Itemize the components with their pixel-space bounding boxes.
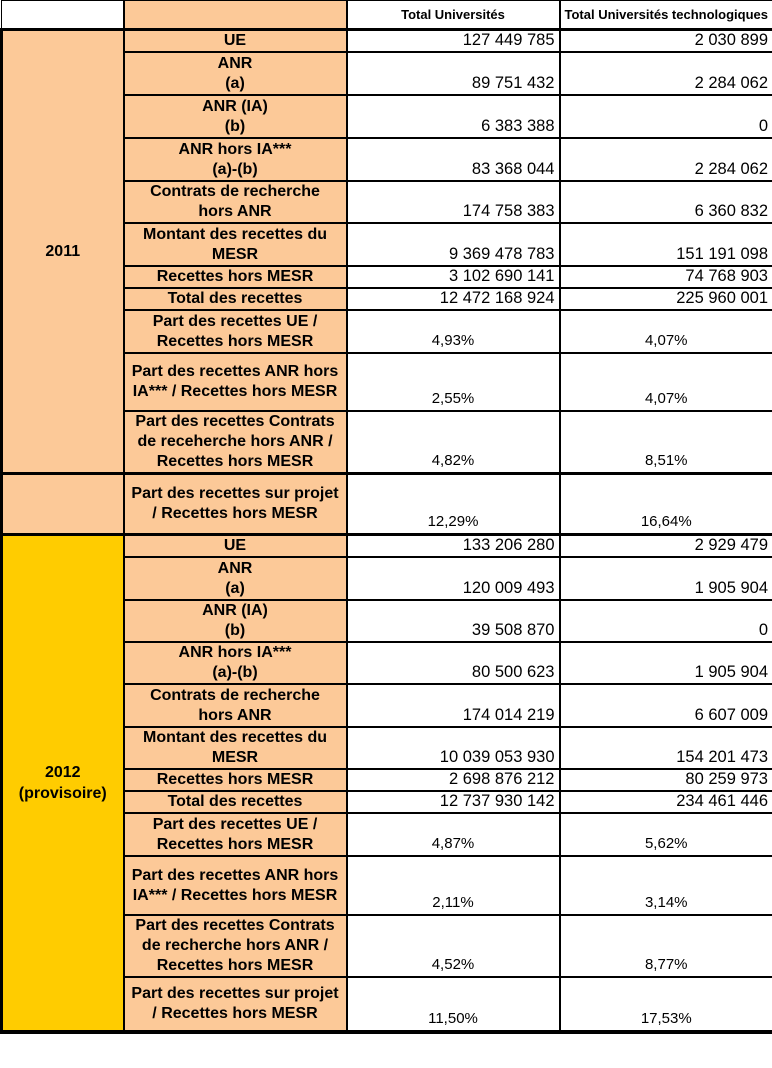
- value-cell-total-universites-technologiques: 0: [560, 600, 772, 642]
- row-label-line: Part des recettes ANR hors: [131, 363, 339, 380]
- value-cell-total-universites-technologiques: 2 284 062: [560, 52, 772, 95]
- value-cell-total-universites-technologiques: 80 259 973: [560, 769, 772, 791]
- value-cell-total-universites-technologiques: 16,64%: [560, 474, 772, 535]
- value-cell-total-universites-technologiques: 3,14%: [560, 856, 772, 915]
- row-label-line: Part des recettes ANR hors: [131, 866, 339, 884]
- row-label-cell: [124, 95, 347, 138]
- value-cell-total-universites: 2,11%: [347, 856, 560, 915]
- row-label-cell: [124, 769, 347, 791]
- value-cell-total-universites: 89 751 432: [347, 52, 560, 95]
- row-label-line: (a)-(b): [212, 160, 258, 178]
- value-cell-total-universites: 6 383 388: [347, 95, 560, 138]
- row-label-line: hors ANR: [198, 706, 272, 724]
- value-cell-total-universites: 4,87%: [347, 813, 560, 856]
- row-label-line: ANR (IA): [202, 602, 268, 619]
- value-cell-total-universites: 39 508 870: [347, 600, 560, 642]
- row-label-cell: [124, 30, 347, 53]
- row-label-line: Part des recettes sur projet: [131, 985, 339, 1002]
- value-cell-total-universites: 2 698 876 212: [347, 769, 560, 791]
- row-label-line: de receherche hors ANR /: [137, 433, 333, 450]
- row-label-cell: [124, 684, 347, 727]
- row-label-line: (a): [225, 74, 245, 92]
- value-cell-total-universites-technologiques: 5,62%: [560, 813, 772, 856]
- corner-cell: [2, 1, 124, 30]
- row-label-cell: [124, 223, 347, 266]
- value-cell-total-universites: 120 009 493: [347, 557, 560, 600]
- row-label-line: ANR hors IA***: [178, 140, 292, 158]
- value-cell-total-universites-technologiques: 1 905 904: [560, 642, 772, 684]
- row-label-line: Total des recettes: [167, 290, 303, 307]
- row-label-line: (b): [224, 622, 246, 639]
- row-label-line: ANR: [217, 54, 253, 72]
- row-label-cell: [124, 727, 347, 769]
- row-label-line: Part des recettes sur projet: [131, 485, 339, 502]
- row-label-line: Part des recettes Contrats: [135, 413, 335, 430]
- row-label-cell: [124, 856, 347, 915]
- row-label-line: ANR hors IA***: [178, 644, 292, 661]
- year-cell-2012-provisoire: [2, 535, 124, 1033]
- value-cell-total-universites-technologiques: 234 461 446: [560, 791, 772, 813]
- value-cell-total-universites: 4,52%: [347, 915, 560, 977]
- value-cell-total-universites: 4,93%: [347, 310, 560, 353]
- value-cell-total-universites: 2,55%: [347, 353, 560, 411]
- row-label-cell: [124, 977, 347, 1032]
- value-cell-total-universites: 9 369 478 783: [347, 223, 560, 266]
- row-label-cell: [124, 181, 347, 223]
- row-label-cell: [124, 642, 347, 684]
- row-label-line: Montant des recettes du: [142, 225, 328, 243]
- row-label-line: Recettes hors MESR: [156, 957, 314, 974]
- row-label-line: Part des recettes Contrats: [135, 917, 335, 934]
- value-cell-total-universites: 174 758 383: [347, 181, 560, 223]
- value-cell-total-universites-technologiques: 0: [560, 95, 772, 138]
- row-label-line: hors ANR: [198, 203, 272, 220]
- value-cell-total-universites: 133 206 280: [347, 535, 560, 558]
- year-cell-2011-sur-projet: [2, 474, 124, 535]
- row-label-line: ANR: [217, 559, 253, 577]
- value-cell-total-universites-technologiques: 6 360 832: [560, 181, 772, 223]
- row-label-line: (b): [224, 117, 246, 135]
- year-label-line: (provisoire): [18, 785, 107, 802]
- header-total-universites-technologiques: Total Universités technologiques: [560, 1, 772, 30]
- row-label-cell: [124, 138, 347, 181]
- value-cell-total-universites-technologiques: 6 607 009: [560, 684, 772, 727]
- row-label-cell: [124, 411, 347, 474]
- value-cell-total-universites: 3 102 690 141: [347, 266, 560, 288]
- value-cell-total-universites-technologiques: 74 768 903: [560, 266, 772, 288]
- row-label-line: UE: [223, 537, 247, 554]
- value-cell-total-universites: 83 368 044: [347, 138, 560, 181]
- row-label-line: Montant des recettes du: [142, 729, 328, 746]
- value-cell-total-universites: 11,50%: [347, 977, 560, 1032]
- row-label-cell: [124, 535, 347, 558]
- row-label-line: (a)-(b): [212, 664, 258, 681]
- value-cell-total-universites-technologiques: 8,77%: [560, 915, 772, 977]
- row-label-cell: [124, 266, 347, 288]
- header-row: [2, 1, 772, 30]
- row-label-line: / Recettes hors MESR: [152, 505, 318, 522]
- row-label-cell: [124, 353, 347, 411]
- row-label-line: UE: [223, 32, 247, 49]
- row-label-line: MESR: [211, 749, 259, 766]
- header-label-cell: [124, 1, 347, 30]
- table-body: [2, 1, 772, 1033]
- value-cell-total-universites-technologiques: 2 030 899: [560, 30, 772, 53]
- row-label-line: IA*** / Recettes hors MESR: [132, 383, 338, 400]
- row-label-line: IA*** / Recettes hors MESR: [132, 886, 338, 904]
- row-label-line: Recettes hors MESR: [156, 453, 314, 470]
- value-cell-total-universites-technologiques: 1 905 904: [560, 557, 772, 600]
- value-cell-total-universites: 80 500 623: [347, 642, 560, 684]
- value-cell-total-universites: 12 737 930 142: [347, 791, 560, 813]
- row-label-cell: [124, 600, 347, 642]
- value-cell-total-universites-technologiques: 154 201 473: [560, 727, 772, 769]
- year-label-line: 2011: [45, 243, 81, 260]
- row-label-line: Contrats de recherche: [150, 183, 320, 200]
- row-label-line: / Recettes hors MESR: [152, 1005, 318, 1022]
- row-label-cell: [124, 288, 347, 310]
- row-label-line: Recettes hors MESR: [156, 268, 314, 285]
- value-cell-total-universites-technologiques: 2 284 062: [560, 138, 772, 181]
- value-cell-total-universites: 4,82%: [347, 411, 560, 474]
- value-cell-total-universites-technologiques: 2 929 479: [560, 535, 772, 558]
- row-label-line: Part des recettes UE /: [152, 815, 318, 833]
- row-label-line: de recherche hors ANR /: [141, 937, 329, 954]
- value-cell-total-universites-technologiques: 4,07%: [560, 353, 772, 411]
- year-label-line: 2012: [44, 764, 81, 781]
- header-total-universites: Total Universités: [347, 1, 560, 30]
- row-label-line: (a): [225, 579, 245, 597]
- row-label-line: Contrats de recherche: [150, 686, 320, 704]
- row-label-line: Recettes hors MESR: [156, 332, 314, 350]
- row-label-cell: [124, 474, 347, 535]
- value-cell-total-universites: 12 472 168 924: [347, 288, 560, 310]
- value-cell-total-universites: 10 039 053 930: [347, 727, 560, 769]
- value-cell-total-universites: 127 449 785: [347, 30, 560, 53]
- row-label-cell: [124, 557, 347, 600]
- value-cell-total-universites-technologiques: 17,53%: [560, 977, 772, 1032]
- value-cell-total-universites-technologiques: 8,51%: [560, 411, 772, 474]
- table-row: [2, 30, 772, 53]
- year-cell-2011: [2, 30, 124, 474]
- row-label-line: Recettes hors MESR: [156, 835, 314, 853]
- row-label-cell: [124, 52, 347, 95]
- row-label-cell: [124, 915, 347, 977]
- row-label-line: ANR (IA): [202, 97, 268, 115]
- row-label-line: Recettes hors MESR: [156, 771, 314, 788]
- table-row: [2, 474, 772, 535]
- value-cell-total-universites: 12,29%: [347, 474, 560, 535]
- row-label-line: MESR: [211, 245, 259, 263]
- table-row: [2, 535, 772, 558]
- row-label-line: Total des recettes: [167, 793, 303, 810]
- value-cell-total-universites-technologiques: 225 960 001: [560, 288, 772, 310]
- row-label-line: Part des recettes UE /: [152, 312, 318, 330]
- row-label-cell: [124, 791, 347, 813]
- row-label-cell: [124, 310, 347, 353]
- value-cell-total-universites: 174 014 219: [347, 684, 560, 727]
- value-cell-total-universites-technologiques: 151 191 098: [560, 223, 772, 266]
- value-cell-total-universites-technologiques: 4,07%: [560, 310, 772, 353]
- row-label-cell: [124, 813, 347, 856]
